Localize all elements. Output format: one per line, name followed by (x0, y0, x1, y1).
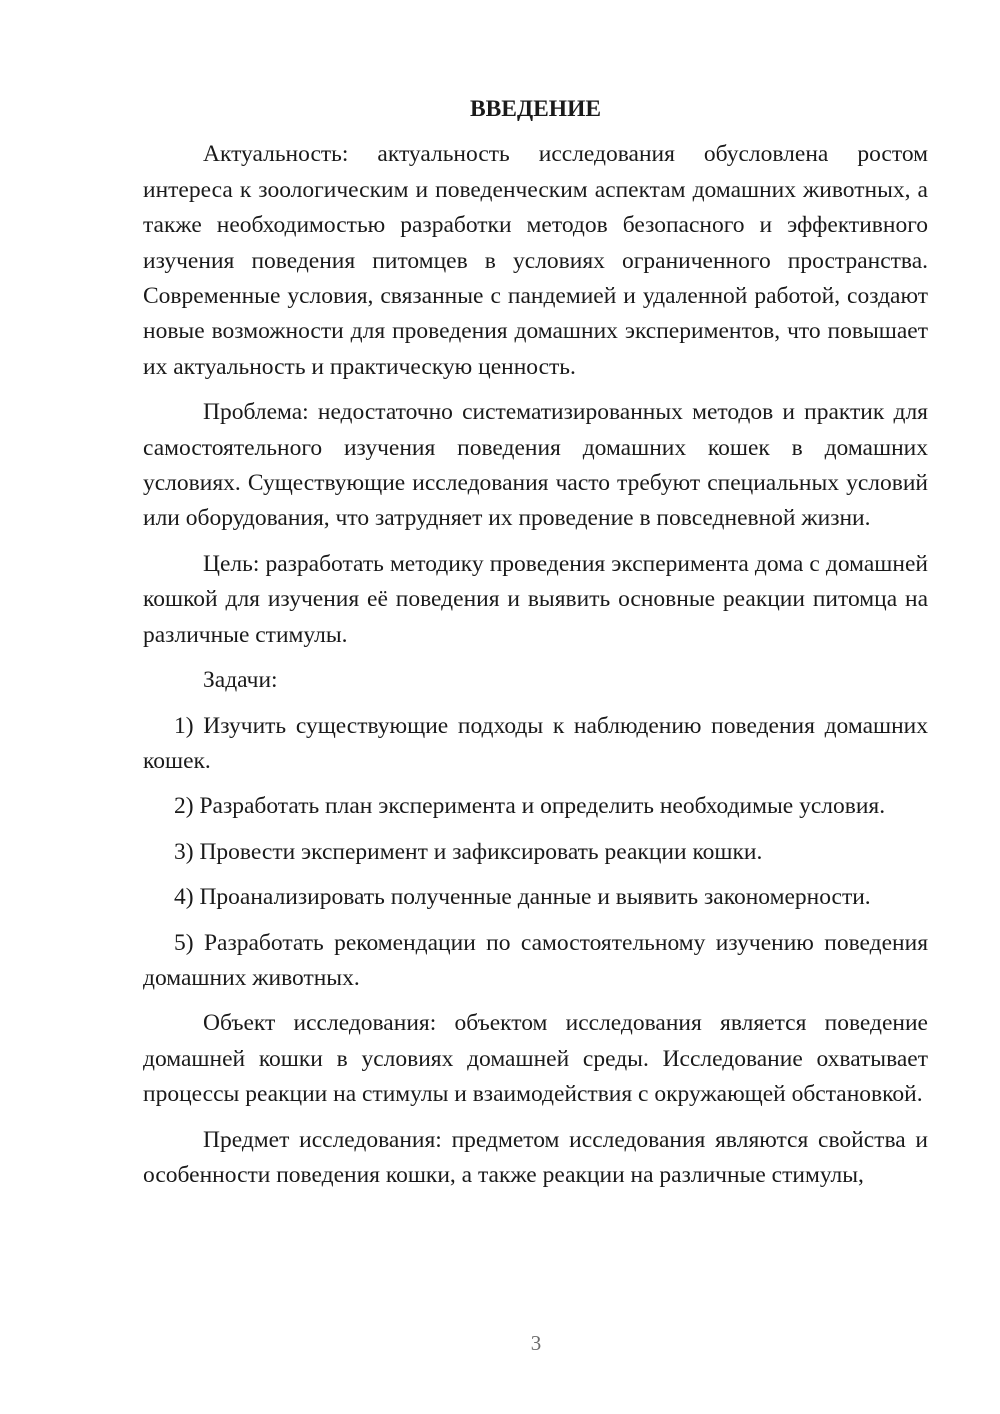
tasks-label: Задачи: (203, 667, 278, 694)
paragraph-object: Объект исследования: объектом исследования является поведение домашней кошки в условиях домашней среды. Исследование охватывает процессы реакции на стимулы и взаимодействия с окружающей обстановкой. (143, 1010, 928, 1108)
page-number: 3 (530, 1331, 542, 1355)
task-item-4: 4) Проанализировать полученные данные и выявить закономерности. (174, 884, 871, 911)
paragraph-subject: Предмет исследования: предметом исследования являются свойства и особенности поведения кошки, а также реакции на различные стимулы, (143, 1126, 928, 1188)
paragraph-goal: Цель: разработать методику проведения эксперимента дома с домашней кошкой для изучения её поведения и выявить основные реакции питомца на различные стимулы. (143, 550, 928, 648)
section-heading: ВВЕДЕНИЕ (469, 96, 602, 122)
page-content (143, 92, 928, 1203)
paragraph-relevance: Актуальность: актуальность исследования обусловлена ростом интереса к зоологическим и поведенческим аспектам домашних животных, а также необходимостью разработки методов безопасного и эффективного изучения поведения питомцев в условиях ограниченного пространства. Современные условия, связанные с пандемией и удаленной работой, создают новые возможности для проведения домашних экспериментов, что повышает их актуальность и практическую ценность. (143, 141, 928, 380)
task-item-1: 1) Изучить существующие подходы к наблюдению поведения домашних кошек. (143, 712, 928, 774)
task-item-5: 5) Разработать рекомендации по самостоятельному изучению поведения домашних животных. (143, 929, 928, 991)
task-item-3: 3) Провести эксперимент и зафиксировать реакции кошки. (174, 838, 763, 865)
task-item-2: 2) Разработать план эксперимента и определить необходимые условия. (174, 793, 886, 820)
paragraph-problem: Проблема: недостаточно систематизированных методов и практик для самостоятельного изучения поведения домашних кошек в домашних условиях. Существующие исследования часто требуют специальных условий или оборудования, что затрудняет их проведение в повседневной жизни. (143, 399, 928, 532)
